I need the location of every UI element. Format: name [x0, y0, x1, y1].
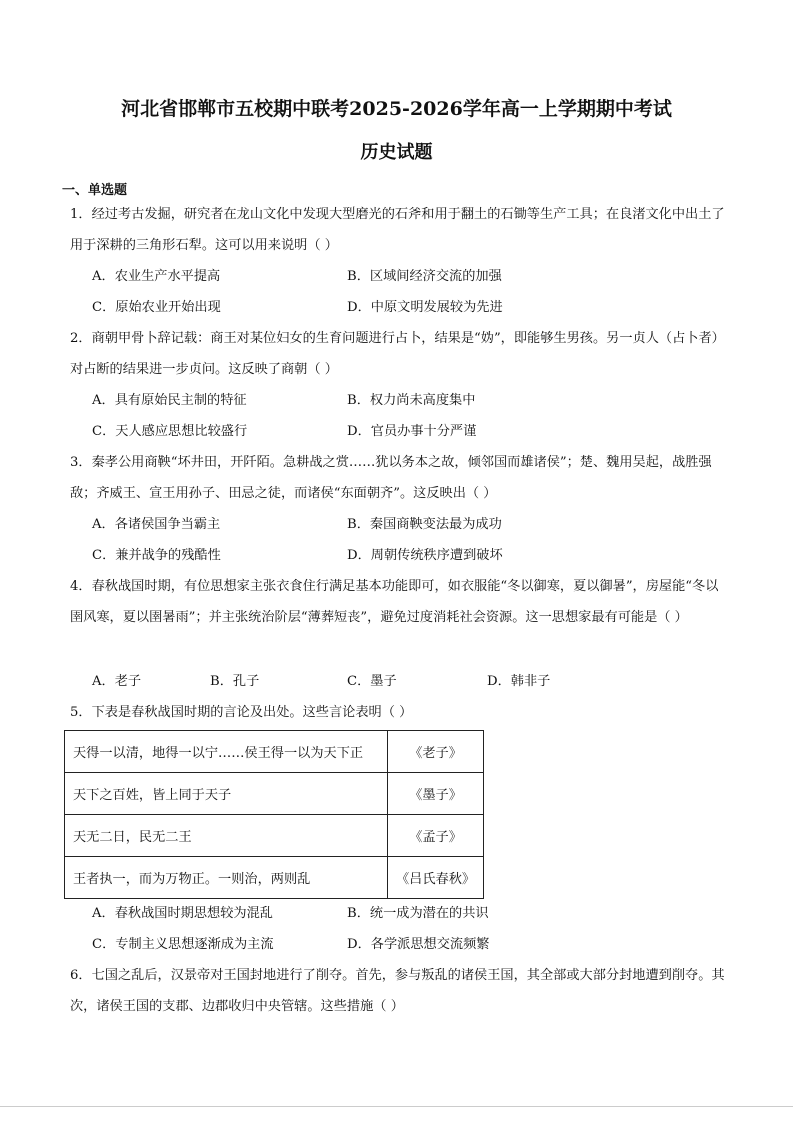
question-1-stem: 1．经过考古发掘，研究者在龙山文化中发现大型磨光的石斧和用于翻土的石锄等生产工具；在良渚文化中出土了用于深耕的三角形石犁。这可以用来说明（ ） [70, 207, 725, 253]
q2-option-a[interactable]: A．具有原始民主制的特征 [92, 393, 247, 408]
source-cell: 《老子》 [388, 731, 484, 773]
question-4-stem: 4．春秋战国时期，有位思想家主张衣食住行满足基本功能即可，如衣服能“冬以御寒，夏以御暑”，房屋能“冬以圉风寒，夏以圉暑雨”；并主张统治阶层“薄葬短丧”，避免过度消耗社会资源。这一思想家最有可能是（ ） [70, 579, 719, 625]
question-5-stem: 5．下表是春秋战国时期的言论及出处。这些言论表明（ ） [70, 705, 413, 720]
q5-option-d[interactable]: D．各学派思想交流频繁 [347, 937, 490, 952]
quote-cell: 天下之百姓，皆上同于天子 [65, 773, 388, 815]
q4-option-c[interactable]: C．墨子 [347, 674, 397, 689]
q4-option-a[interactable]: A．老子 [92, 674, 142, 689]
q2-option-b[interactable]: B．权力尚未高度集中 [347, 393, 476, 408]
source-cell: 《孟子》 [388, 815, 484, 857]
q5-option-c[interactable]: C．专制主义思想逐渐成为主流 [92, 937, 274, 952]
q3-option-c[interactable]: C．兼并战争的残酷性 [92, 548, 221, 563]
source-cell: 《吕氏春秋》 [388, 857, 484, 899]
q1-option-c[interactable]: C．原始农业开始出现 [92, 300, 221, 315]
q3-option-a[interactable]: A．各诸侯国争当霸主 [92, 517, 221, 532]
table-row [65, 857, 484, 899]
q2-option-d[interactable]: D．官员办事十分严谨 [347, 424, 477, 439]
q3-option-d[interactable]: D．周朝传统秩序遭到破坏 [347, 548, 503, 563]
q5-option-a[interactable]: A．春秋战国时期思想较为混乱 [92, 906, 273, 921]
page-divider [0, 1106, 793, 1107]
question-6-stem: 6．七国之乱后，汉景帝对王国封地进行了削夺。首先，参与叛乱的诸侯王国，其全部或大部分封地遭到削夺。其次，诸侯王国的支郡、边郡收归中央管辖。这些措施（ ） [70, 968, 725, 1014]
exam-subtitle: 历史试题 [360, 142, 433, 163]
q1-option-b[interactable]: B．区域间经济交流的加强 [347, 269, 502, 284]
source-cell: 《墨子》 [388, 773, 484, 815]
quote-cell: 王者执一，而为万物正。一则治，两则乱 [65, 857, 388, 899]
table-row [65, 731, 484, 773]
quote-cell: 天无二日，民无二王 [65, 815, 388, 857]
quotes-table [64, 730, 484, 899]
table-row [65, 773, 484, 815]
q2-option-c[interactable]: C．天人感应思想比较盛行 [92, 424, 248, 439]
q1-option-a[interactable]: A．农业生产水平提高 [92, 269, 221, 284]
section-heading: 一、单选题 [62, 183, 128, 198]
q5-option-b[interactable]: B．统一成为潜在的共识 [347, 906, 489, 921]
exam-title: 河北省邯郸市五校期中联考2025-2026学年高一上学期期中考试 [121, 98, 672, 120]
q4-option-d[interactable]: D．韩非子 [487, 674, 551, 689]
question-3-stem: 3．秦孝公用商鞅“坏井田，开阡陌。急耕战之赏……犹以务本之故，倾邻国而雄诸侯”；楚、魏用吴起，战胜强敌；齐威王、宣王用孙子、田忌之徒，而诸侯“东面朝齐”。这反映出（ ） [70, 455, 712, 501]
q4-option-b[interactable]: B．孔子 [210, 674, 260, 689]
quote-cell: 天得一以清，地得一以宁……侯王得一以为天下正 [65, 731, 388, 773]
question-2-stem: 2．商朝甲骨卜辞记载：商王对某位妇女的生育问题进行占卜，结果是“妫”，即能够生男孩。另一贞人（占卜者）对占断的结果进一步贞问。这反映了商朝（ ） [70, 331, 725, 377]
table-row [65, 815, 484, 857]
q3-option-b[interactable]: B．秦国商鞅变法最为成功 [347, 517, 502, 532]
q1-option-d[interactable]: D．中原文明发展较为先进 [347, 300, 503, 315]
